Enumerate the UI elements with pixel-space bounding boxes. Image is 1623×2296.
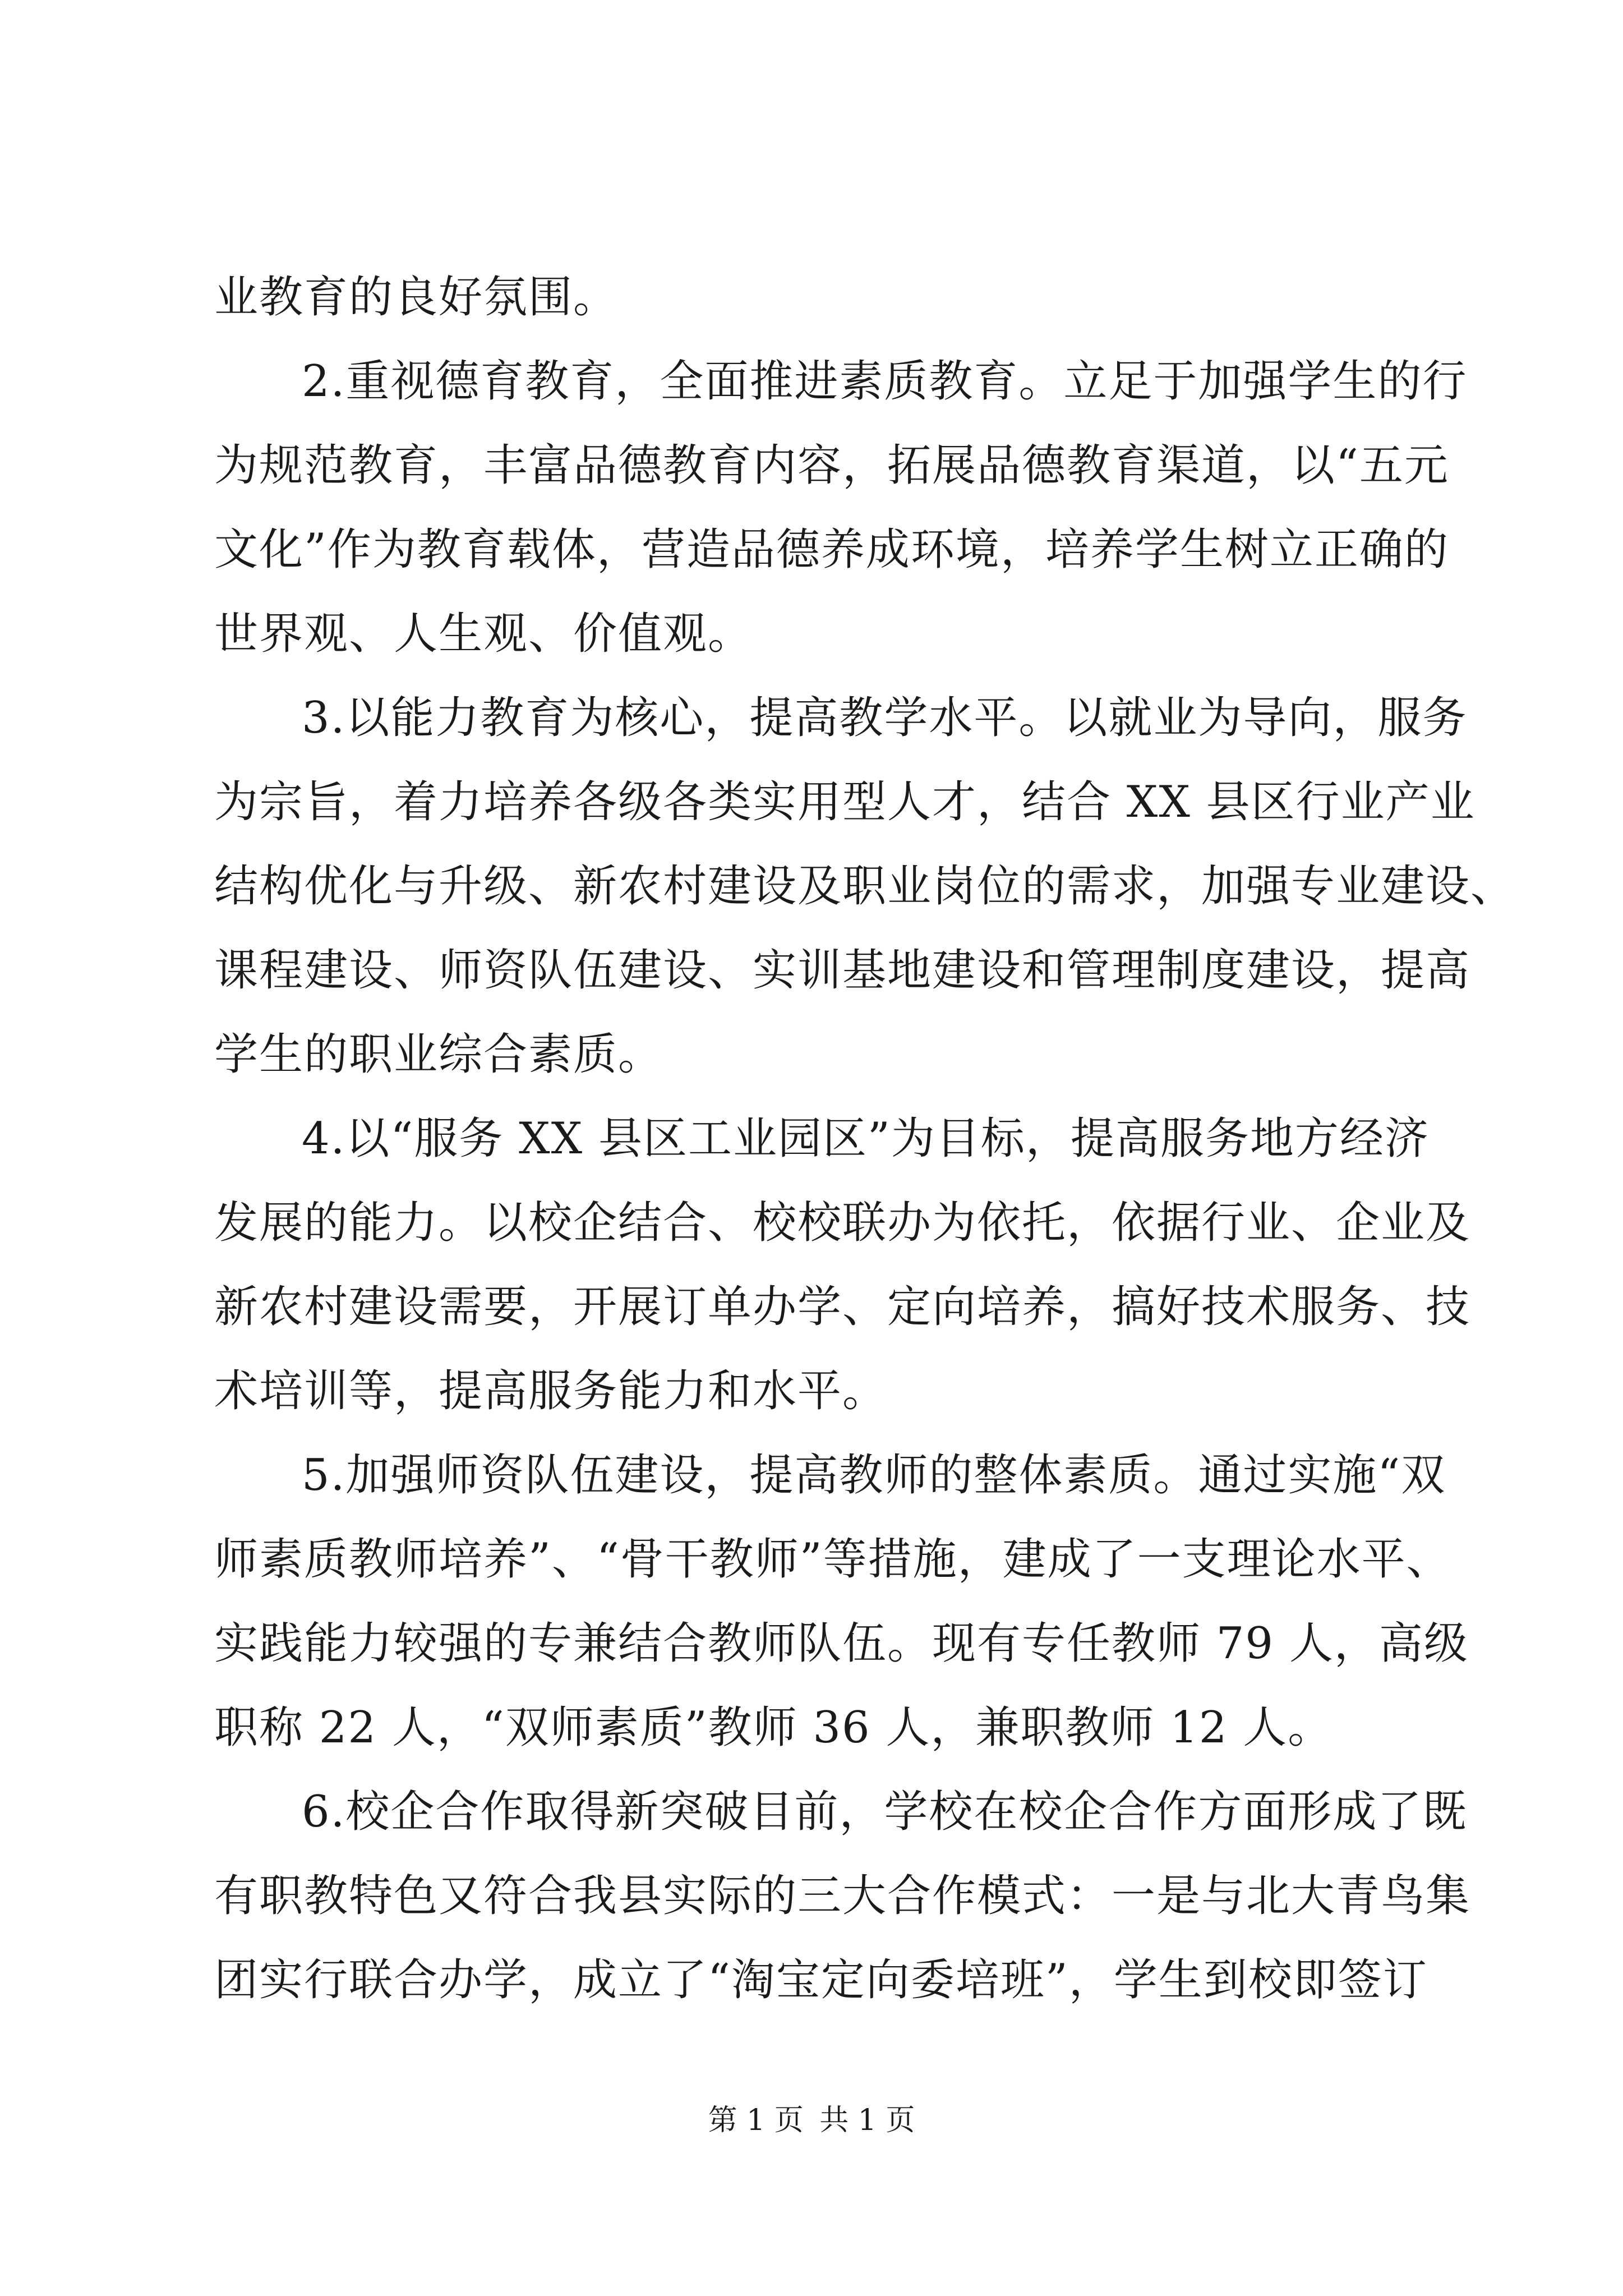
text-line: 职称 22 人，“双师素质”教师 36 人，兼职教师 12 人。 (214, 1703, 1333, 1753)
page-footer (0, 2101, 1623, 2140)
text-line: 团实行联合办学，成立了“淘宝定向委培班”，学生到校即签订 (214, 1955, 1428, 2005)
page-total: 共 1 页 (819, 2104, 915, 2137)
text-line: 师素质教师培养”、“骨干教师”等措施，建成了一支理论水平、 (214, 1534, 1451, 1585)
paragraph-6-line-1: 6.校企合作取得新突破目前，学校在校企合作方面形成了既 (302, 1787, 1468, 1837)
text-line: 发展的能力。以校企结合、校校联办为依托，依据行业、企业及 (214, 1198, 1471, 1248)
text-line: 文化”作为教育载体，营造品德养成环境，培养学生树立正确的 (214, 524, 1449, 575)
document-body (214, 255, 1516, 2022)
text-line: 结构优化与升级、新农村建设及职业岗位的需求，加强专业建设、 (214, 861, 1516, 912)
text-line: 业教育的良好氛围。 (214, 272, 619, 323)
text-line: 术培训等，提高服务能力和水平。 (214, 1366, 888, 1416)
paragraph-4-line-1: 4.以“服务 XX 县区工业园区”为目标，提高服务地方经济 (302, 1114, 1430, 1164)
paragraph-2-line-1: 2.重视德育教育，全面推进素质教育。立足于加强学生的行 (302, 356, 1468, 407)
text-line: 为宗旨，着力培养各级各类实用型人才，结合 XX 县区行业产业 (214, 777, 1476, 827)
text-line: 学生的职业综合素质。 (214, 1029, 663, 1080)
text-line: 有职教特色又符合我县实际的三大合作模式：一是与北大青鸟集 (214, 1871, 1471, 1921)
paragraph-5-line-1: 5.加强师资队伍建设，提高教师的整体素质。通过实施“双 (302, 1450, 1446, 1501)
text-line: 为规范教育，丰富品德教育内容，拓展品德教育渠道，以“五元 (214, 440, 1449, 491)
text-line: 课程建设、师资队伍建设、实训基地建设和管理制度建设，提高 (214, 945, 1471, 996)
text-line: 世界观、人生观、价值观。 (214, 609, 753, 659)
paragraph-3-line-1: 3.以能力教育为核心，提高教学水平。以就业为导向，服务 (302, 693, 1468, 743)
text-line: 实践能力较强的专兼结合教师队伍。现有专任教师 79 人，高级 (214, 1618, 1469, 1669)
page-number: 第 1 页 (708, 2104, 804, 2137)
text-line: 新农村建设需要，开展订单办学、定向培养，搞好技术服务、技 (214, 1282, 1471, 1332)
